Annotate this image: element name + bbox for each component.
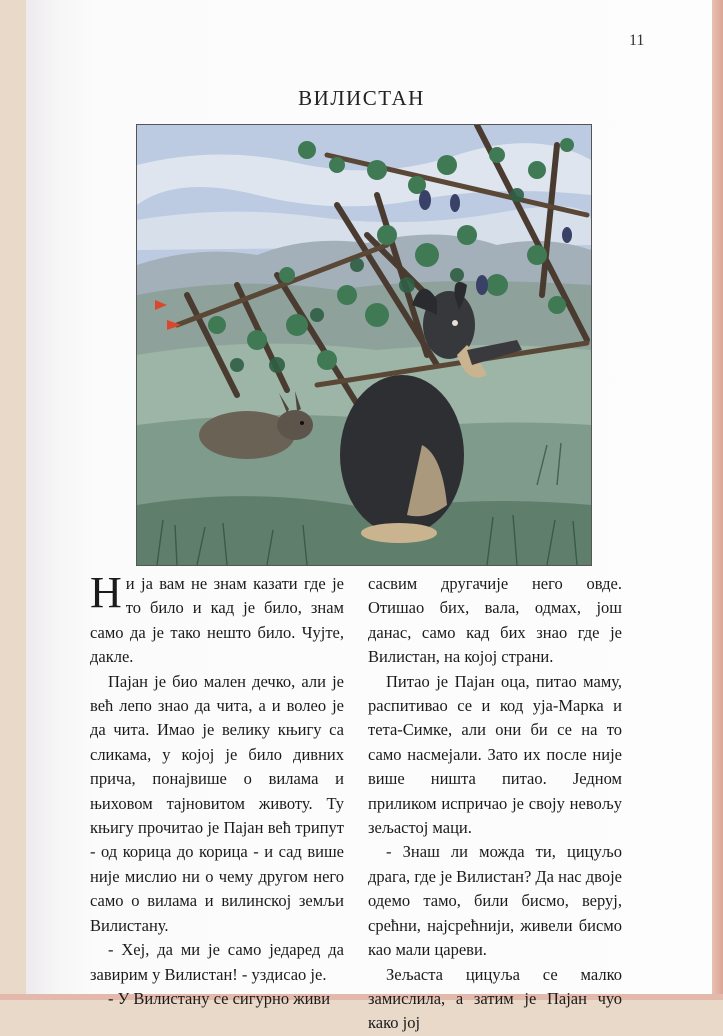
right-text-column xyxy=(368,572,622,1036)
paragraph: - У Вилистану се сигурно живи xyxy=(108,988,331,1008)
paragraph: - Знаш ли можда ти, цицуљо драга, где је Вилистан? Да нас двоје одемо тамо, били бисмо, веруј, срећни, најсрећнији, живели бисмо као мали цареви. xyxy=(368,842,622,960)
rabbits-vineyard-illustration xyxy=(136,124,592,566)
paragraph: Зељаста цицуља се малко замислила, а затим је Пајан чуо како јој xyxy=(368,964,622,1033)
page-number: 11 xyxy=(629,32,645,49)
paragraph: Питао је Пајан оца, питао маму, распитивао се и код уја-Марка и тета-Симке, али они би се на то само насмејали. Зато их после није више ништа питао. Једном приликом испричао је своју невољу зељастој маци. xyxy=(368,671,622,838)
chapter-title: ВИЛИСТАН xyxy=(298,86,425,110)
page-edge xyxy=(712,0,723,1000)
paragraph: - Хеј, да ми је само једаред да завирим у Вилистан! - уздисао је. xyxy=(90,940,344,984)
left-text-column xyxy=(90,568,344,1011)
paragraph-text: и ја вам не знам казати где је то било и кад је било, знам само да је тако нешто било. Чујте, дакле. xyxy=(90,574,344,667)
dropcap-letter: Н xyxy=(90,568,122,617)
paragraph xyxy=(90,568,344,670)
paragraph: Пајан је био мален дечко, али је већ лепо знао да чита, а и волео је да чита. Имао је велику књигу са сликама, у којој је било дивних прича, понајвише о вилама и њиховом тајновитом животу. Ту књигу прочитао је Пајан већ трипут - од корица до корица - и сад више није мислио ни о чему другом него само о вилама и вилинској земљи Вилистану. xyxy=(90,671,344,935)
paragraph: сасвим другачије него овде. Отишао бих, вала, одмах, још данас, само кад бих знао где је Вилистан, на којој страни. xyxy=(368,574,622,667)
